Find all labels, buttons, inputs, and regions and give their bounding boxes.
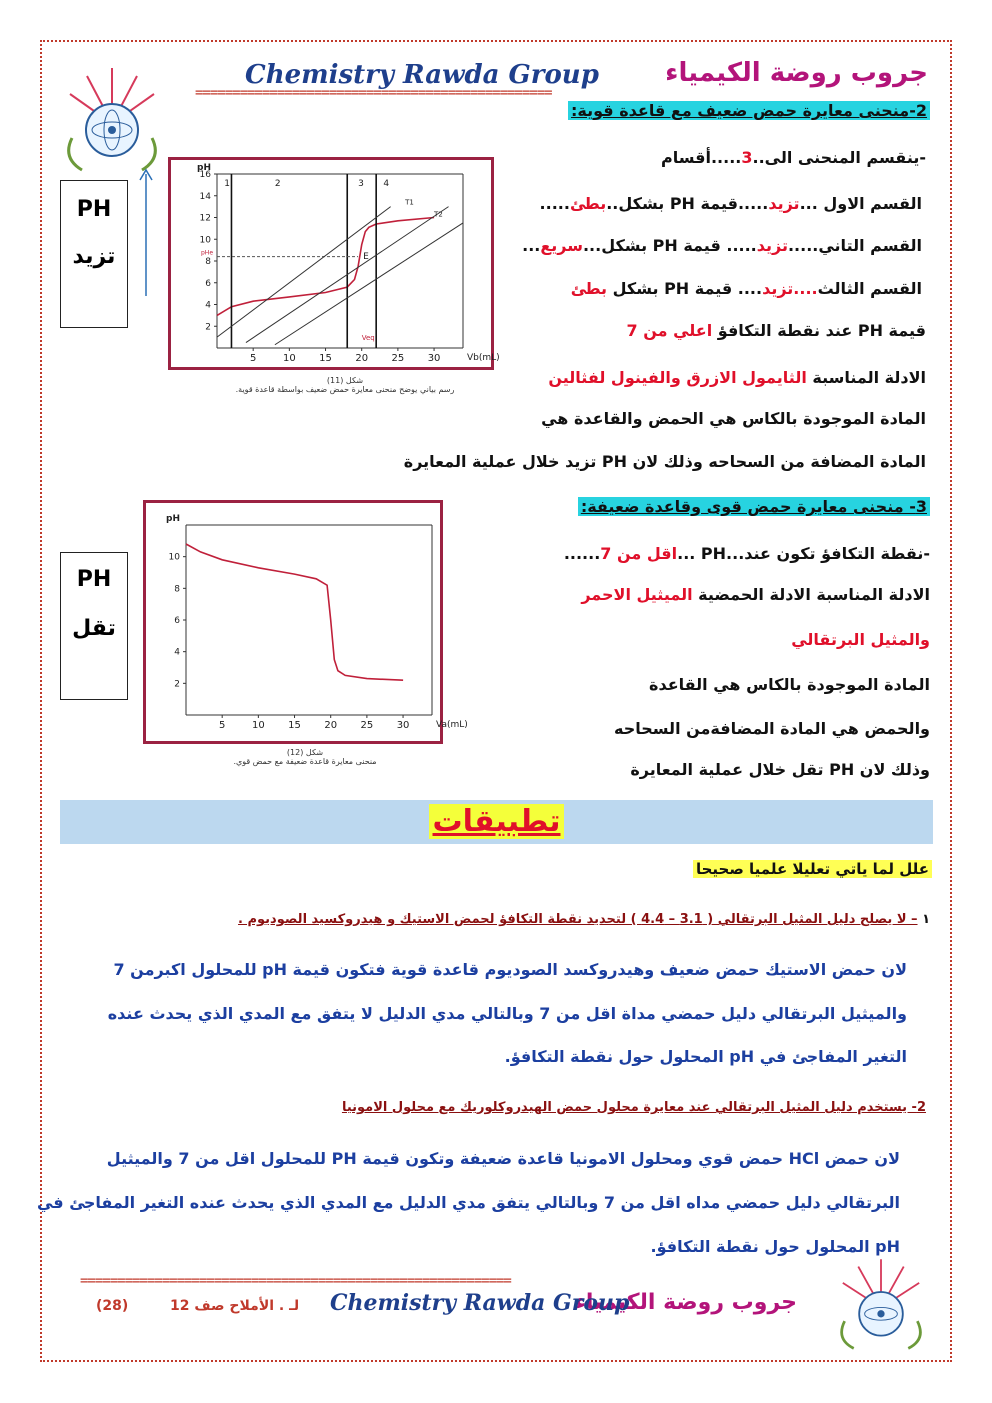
y-axis-title: pH xyxy=(166,514,180,524)
answer-2-line-3: pH المحلول حول نقطة التكافؤ. xyxy=(650,1237,900,1256)
ph-increase-box xyxy=(60,180,128,328)
y-tick-label: 16 xyxy=(199,170,211,180)
phe-label: pHe xyxy=(201,249,214,257)
x-tick-label: 20 xyxy=(324,720,338,731)
rawda-logo-bottom xyxy=(826,1252,936,1352)
tangent-line-1 xyxy=(217,207,391,338)
y-tick-label: 6 xyxy=(205,278,211,289)
region-label: 3 xyxy=(358,179,364,189)
answer-2-line-2: البرتقالي دليل حمضي مداه اقل من 7 وبالتالي يتفق مدي الدليل مع المدي الذي يحدث عنده التغير المفاجئ في xyxy=(36,1193,900,1212)
x-tick-label: 30 xyxy=(396,720,410,731)
x-tick-label: 5 xyxy=(218,720,226,731)
section3-line-2: الادلة المناسبة الادلة الحمضية الميثيل الاحمر xyxy=(581,585,930,604)
header-arabic-title: جروب روضة الكيمياء xyxy=(665,58,928,88)
tangent-line-3 xyxy=(275,223,463,345)
chart1-caption-number: شكل (11) xyxy=(326,376,364,385)
header-english-title: Chemistry Rawda Group xyxy=(245,60,599,90)
section2-line-1: -ينقسم المنحنى الى..3.....أقسام xyxy=(660,148,926,167)
applications-title: تطبيقات xyxy=(429,804,565,839)
x-tick-label: 15 xyxy=(319,353,332,364)
section3-line-6: وذلك لان PH تقل خلال عملية المعايرة xyxy=(630,760,930,779)
section3-line-3: والمثيل البرتقالي xyxy=(791,630,930,649)
page-number: (28) xyxy=(96,1298,129,1314)
region-label: 1 xyxy=(224,179,230,189)
x-tick-label: 15 xyxy=(288,720,301,731)
up-arrow-icon xyxy=(138,168,154,298)
chart2-caption xyxy=(220,748,390,766)
y-tick-label: 12 xyxy=(199,213,211,224)
section2-line-2: القسم الاول ...تزيد.....قيمة PH بشكل..بطئ..... xyxy=(539,194,922,213)
section2-line-4: القسم الثالث....تزيد.... قيمة PH بشكل بطئ xyxy=(570,279,922,298)
series-line-titration xyxy=(217,218,434,316)
chart-strong-acid-weak-base xyxy=(143,500,468,744)
region-label: 4 xyxy=(383,179,390,189)
answer-1-line-3: التغير المفاجئ في pH المحلول حول نقطة التكافؤ. xyxy=(504,1047,907,1066)
footer-english-title: Chemistry Rawda Group xyxy=(330,1290,630,1316)
chart2-svg xyxy=(146,503,468,741)
series-line-titration xyxy=(186,544,403,680)
question-2: 2- يستخدم دليل المثيل البرتقالي عند معايرة محلول حمض الهيدروكلوريك مع محلول الامونيا xyxy=(341,1100,926,1115)
y-tick-label: 8 xyxy=(174,584,180,595)
answer-2-line-1: لان حمض HCl حمض قوي ومحلول الامونيا قاعدة ضعيفة وتكون قيمة PH للمحلول اقل من 7 والميثيل xyxy=(106,1149,900,1168)
y-tick-label: 2 xyxy=(205,322,211,333)
answer-1-line-2: والميثيل البرتقالي دليل حمضي مداة اقل من 7 وبالتالي مدي الدليل لا يتفق مع المدي الذي يحدث عنده xyxy=(107,1004,907,1023)
x-tick-label: 25 xyxy=(391,353,405,364)
section2-line-6: الادلة المناسبة الثايمول الازرق والفينول لفثالين xyxy=(548,368,926,387)
equivalence-point-label: E xyxy=(363,251,369,262)
decrease-label: تقل xyxy=(72,616,116,641)
answer-1-line-1: لان حمض الاستيك حمض ضعيف وهيدروكسد الصوديوم قاعدة قوية فتكون قيمة pH للمحلول اكبرمن 7 xyxy=(113,960,907,979)
x-tick-label: 25 xyxy=(360,720,374,731)
rawda-logo-top xyxy=(52,58,172,178)
chart1-caption xyxy=(205,376,485,394)
y-tick-label: 10 xyxy=(168,552,180,563)
x-tick-label: 5 xyxy=(249,353,257,364)
chart-weak-acid-strong-base xyxy=(168,157,500,370)
y-tick-label: 4 xyxy=(205,300,211,311)
section2-line-5: قيمة PH عند نقطة التكافؤ اعلي من 7 xyxy=(626,321,926,340)
section2-title: 2-منحنى معايرة حمض ضعيف مع قاعدة قوية: xyxy=(568,101,930,120)
t1-label: T1 xyxy=(405,198,414,207)
ph-label: PH xyxy=(76,197,112,222)
increase-label: تزيد xyxy=(72,244,116,269)
ph-label-2: PH xyxy=(76,567,112,592)
instruction: علل لما ياتي تعليلا علميا صحيحا xyxy=(693,860,932,878)
chart1-caption-text: رسم بياني يوضح منحنى معايرة حمض ضعيف بواسطة قاعدة قوية. xyxy=(235,385,455,394)
x-axis-title: Vb(mL) xyxy=(467,353,500,363)
section2-line-3: القسم التاني.....تزيد..... قيمة PH بشكل...سريع... xyxy=(522,236,922,255)
footer-chapter: لـ . الأملاح صف 12 xyxy=(170,1298,300,1314)
footer-divider: ========================================================== xyxy=(80,1273,511,1289)
y-tick-label: 14 xyxy=(199,191,211,202)
applications-banner xyxy=(60,800,933,844)
section3-line-1: -نقطة التكافؤ تكون عند...PH ...اقل من 7...... xyxy=(563,544,930,563)
veq-label: Veq xyxy=(361,334,375,342)
x-tick-label: 30 xyxy=(427,353,441,364)
y-tick-label: 6 xyxy=(174,616,180,626)
question-1: ١ – لا يصلح دليل المثيل البرتقالي ( 3.1 – 4.4 ) لتحديد نقطة التكافؤ لحمض الاستيك و هيدروكسيد الصوديوم . xyxy=(238,912,930,927)
x-tick-label: 10 xyxy=(251,720,265,731)
section2-line-8: المادة المضافة من السحاحه وذلك لان PH تزيد خلال عملية المعايرة xyxy=(403,452,926,471)
chart2-caption-text: منحنى معايرة قاعدة ضعيفة مع حمض قوي. xyxy=(233,757,377,766)
y-tick-label: 10 xyxy=(199,235,211,246)
x-tick-label: 20 xyxy=(355,353,369,364)
y-axis-title: pH xyxy=(197,163,211,173)
region-label: 2 xyxy=(274,179,281,189)
ph-decrease-box xyxy=(60,552,128,700)
chart2-caption-number: شكل (12) xyxy=(286,748,324,757)
x-axis-title: Va(mL) xyxy=(436,720,468,730)
y-tick-label: 2 xyxy=(174,679,180,690)
t2-label: T2 xyxy=(434,210,443,219)
chart1-svg xyxy=(171,160,500,367)
section3-line-4: المادة الموجودة بالكاس هي القاعدة xyxy=(649,675,930,694)
y-tick-label: 4 xyxy=(174,647,180,658)
footer-arabic-title: جروب روضة الكيمياء xyxy=(574,1290,797,1315)
section3-title: 3- منحنى معايرة حمض قوى وقاعدة ضعيفة: xyxy=(578,497,930,516)
section3-line-5: والحمض هي المادة المضافةمن السحاحه xyxy=(614,719,930,738)
y-tick-label: 8 xyxy=(205,257,211,267)
x-tick-label: 10 xyxy=(282,353,296,364)
header-divider: ================================================ xyxy=(195,85,552,101)
section2-line-7: المادة الموجودة بالكاس هي الحمض والقاعدة هي xyxy=(541,409,926,428)
